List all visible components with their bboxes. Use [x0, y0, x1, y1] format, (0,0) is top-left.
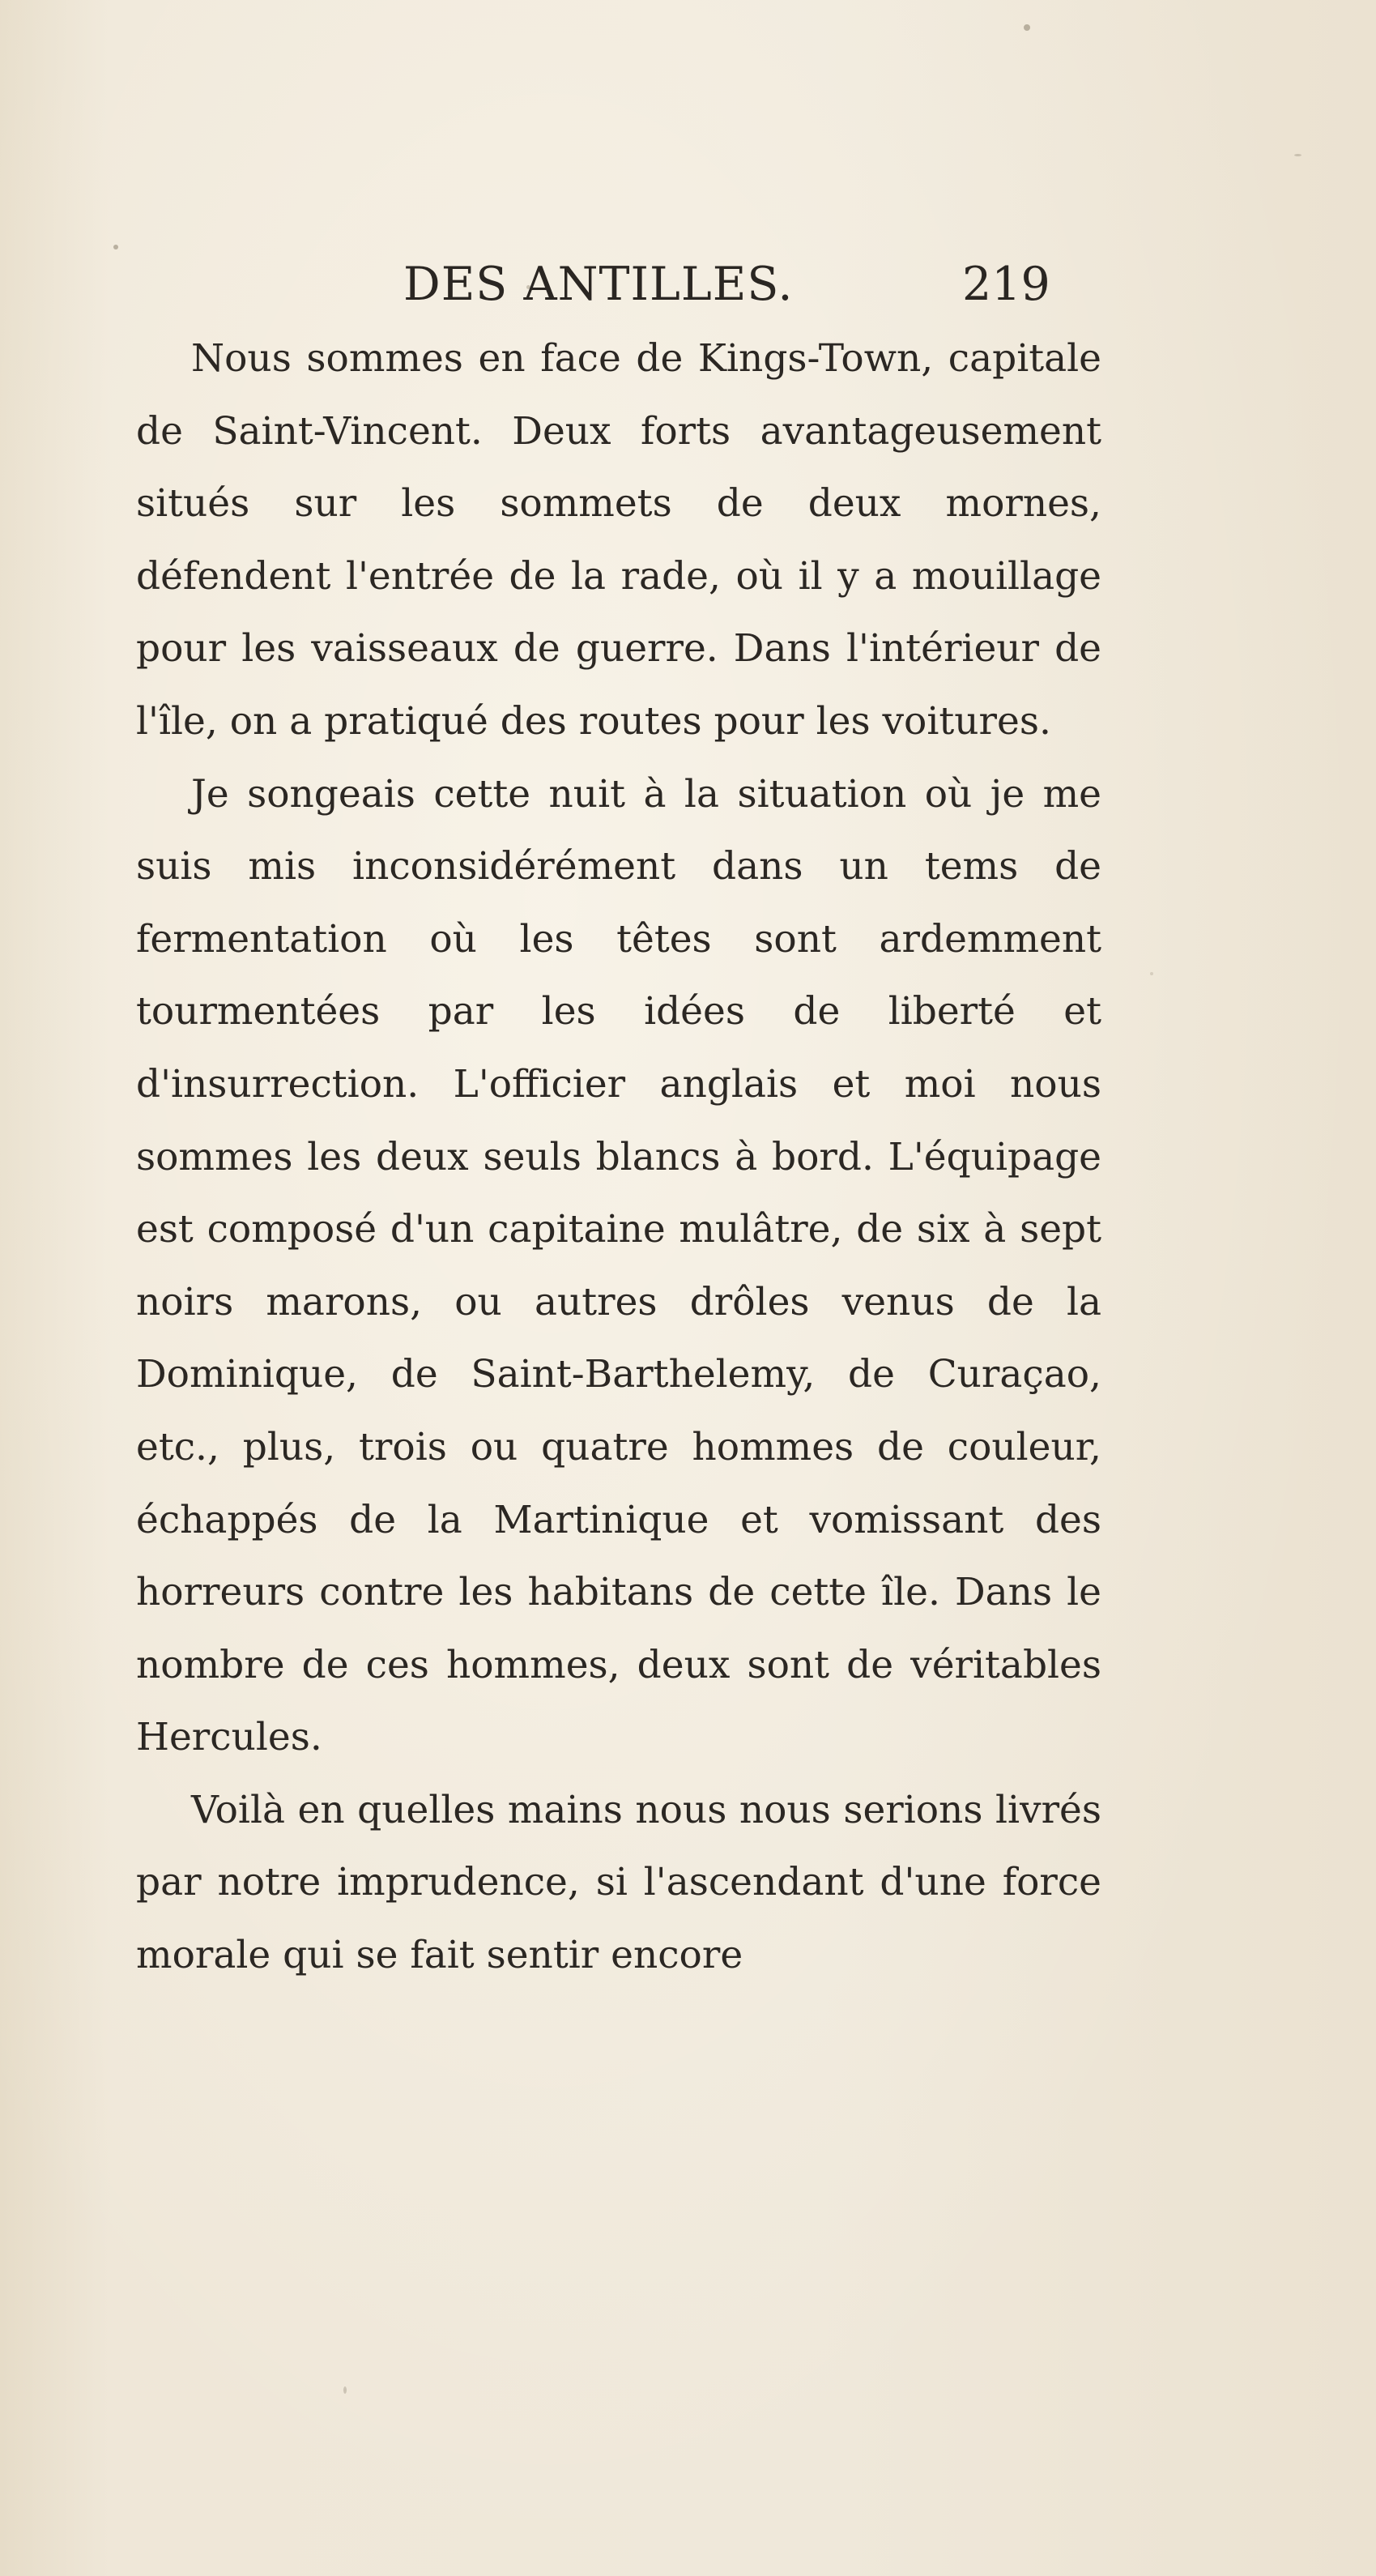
running-title: DES ANTILLES.: [403, 258, 794, 311]
page-number: 219: [962, 258, 1050, 311]
paper-speck: [343, 2386, 347, 2394]
paragraph: Je songeais cette nuit à la situation où je me suis mis inconsidérément dans un tems de fermentation où les têtes sont ardemment tourmentées par les idées de liberté et d'insurrection. L'officier anglais et moi nous sommes les deux seuls blancs à bord. L'équipage est composé d'un capitaine mulâtre, de six à sept noirs marons, ou autres drôles venus de la Dominique, de Saint-Barthelemy, de Curaçao, etc., plus, trois ou quatre hommes de couleur, échappés de la Martinique et vomissant des horreurs contre les habitans de cette île. Dans le nombre de ces hommes, deux sont de véritables Hercules.: [136, 771, 1101, 1760]
paper-speck: [1150, 972, 1153, 975]
paper-speck: [1024, 24, 1030, 31]
paper-speck: [113, 245, 118, 249]
paragraph: Nous sommes en face de Kings-Town, capitale de Saint-Vincent. Deux forts avantageusement situés sur les sommets de deux mornes, défendent l'entrée de la rade, où il y a mouillage pour les vaisseaux de guerre. Dans l'intérieur de l'île, on a pratiqué des routes pour les voitures.: [136, 336, 1101, 744]
body-text: [136, 322, 1101, 1992]
paragraph: Voilà en quelles mains nous nous serions livrés par notre imprudence, si l'ascendant d'une force morale qui se fait sentir encore: [136, 1787, 1101, 1978]
paper-speck: [1294, 154, 1301, 156]
page-header: [0, 258, 1376, 314]
